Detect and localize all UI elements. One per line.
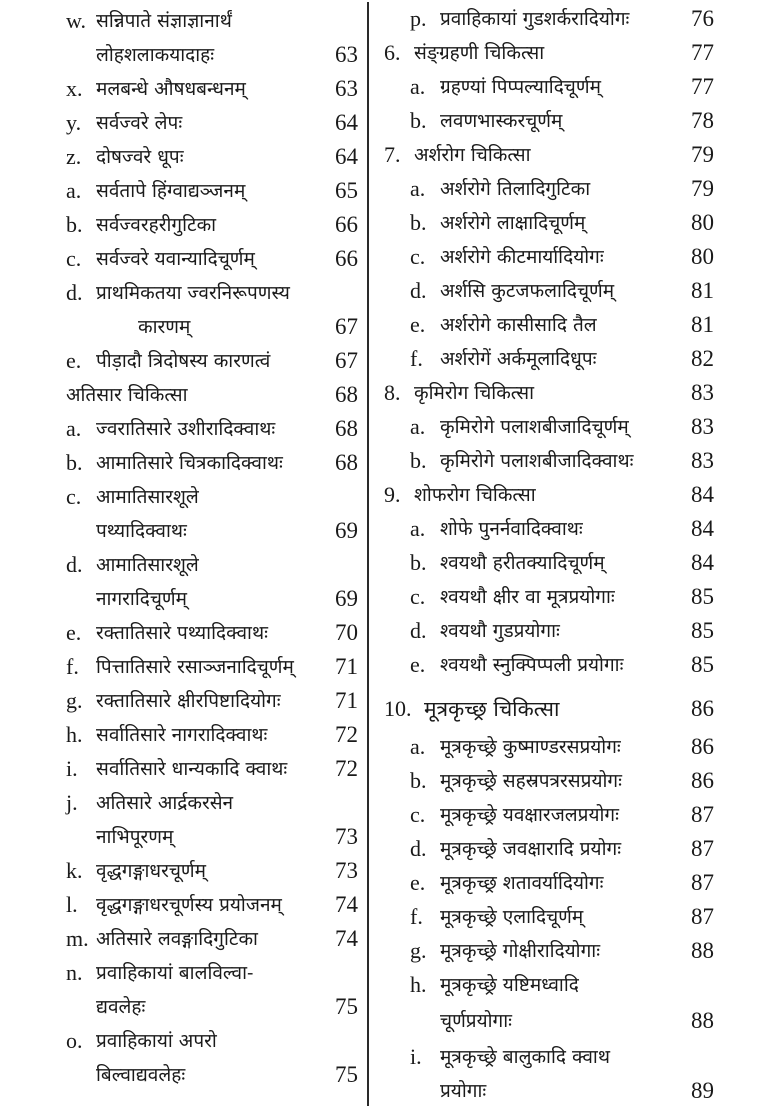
toc-entry [66,378,358,412]
page-number: 86 [691,734,714,759]
toc-entry [66,310,358,344]
entry-marker: h. [410,972,427,997]
entry-marker: e. [410,870,426,895]
entry-title: अर्शरोगे तिलादिगुटिका [440,178,591,200]
page-number: 88 [691,938,714,963]
entry-title: अतिसारे लवङ्गादिगुटिका [96,928,258,950]
page-number: 74 [335,926,358,951]
entry-title: अर्शरोगे लाक्षादिचूर्णम् [440,212,586,234]
entry-title: मूत्रकृच्छ्रे यष्टिमध्वादि [440,974,579,996]
page-number: 87 [691,836,714,861]
entry-title: चूर्णप्रयोगाः [440,1010,513,1032]
entry-marker: j. [66,790,78,815]
entry-title: अर्शसि कुटजफलादिचूर्णम् [440,280,615,302]
toc-entry [410,798,714,832]
entry-title: प्रवाहिकायां बालविल्वा- [96,962,254,984]
page-number: 71 [335,688,358,713]
toc-entry [66,1024,358,1058]
entry-marker: c. [410,584,426,609]
entry-title: पथ्यादिक्वाथः [96,520,187,542]
page-number: 83 [691,414,714,439]
toc-entry [66,888,358,922]
page-number: 69 [335,586,358,611]
entry-title: नाभिपूरणम् [96,826,174,848]
toc-entry [410,866,714,900]
toc-entry [66,72,358,106]
toc-entry [66,514,358,548]
page-number: 70 [335,620,358,645]
toc-entry [384,478,714,512]
entry-marker: 10. [384,696,412,721]
entry-marker: n. [66,960,83,985]
toc-entry [410,1074,714,1108]
page-number: 81 [691,278,714,303]
entry-marker: b. [410,550,427,575]
toc-entry [66,106,358,140]
toc-entry [410,410,714,444]
entry-marker: d. [410,836,427,861]
page-number: 79 [691,176,714,201]
entry-marker: g. [410,938,427,963]
entry-title: संङ्ग्रहणी चिकित्सा [414,42,545,64]
entry-title: अतिसारे आर्द्रकरसेन [96,792,234,814]
entry-title: शोफरोग चिकित्सा [414,484,536,506]
toc-entry [66,820,358,854]
entry-title: पित्तातिसारे रसाञ्जनादिचूर्णम् [96,656,294,678]
toc-entry [384,692,714,726]
entry-marker: b. [410,210,427,235]
entry-marker: b. [410,768,427,793]
entry-title: मूत्रकृच्छ्रे गोक्षीरादियोगाः [440,940,601,962]
entry-title: नागरादिचूर्णम् [96,588,188,610]
page-number: 78 [691,108,714,133]
page-number: 84 [691,482,714,507]
toc-entry [66,412,358,446]
column-divider [367,2,369,1106]
toc-entry [410,342,714,376]
entry-marker: h. [66,722,83,747]
entry-title: मूत्रकृच्छ्रे कुष्माण्डरसप्रयोगः [440,736,621,758]
entry-title: वृद्धगङ्गाधरचूर्णम् [96,860,207,882]
entry-title: मूत्रकृच्छ्रे यवक्षारजलप्रयोगः [440,804,619,826]
toc-entry [410,1004,714,1038]
entry-title: दोषज्वरे धूपः [96,146,184,168]
page-number: 85 [691,618,714,643]
entry-title: मूत्रकृच्छ्र शतावर्यादियोगः [440,872,604,894]
toc-entry [410,832,714,866]
toc-entry [410,968,714,1002]
page-number: 85 [691,584,714,609]
entry-marker: z. [66,144,82,169]
entry-title: मूत्रकृच्छ्रे जवक्षारादि प्रयोगः [440,838,622,860]
toc-entry [410,934,714,968]
toc-entry [66,4,358,38]
toc-entry [410,70,714,104]
toc-entry [410,648,714,682]
entry-title: अर्शरोगें अर्कमूलादिधूपः [440,348,597,370]
toc-entry [410,240,714,274]
page-number: 73 [335,858,358,883]
entry-marker: c. [410,802,426,827]
toc-entry [66,38,358,72]
page-number: 77 [691,74,714,99]
toc-entry [410,206,714,240]
entry-marker: e. [410,312,426,337]
entry-title: द्यवलेहः [96,996,146,1018]
toc-entry [66,344,358,378]
toc-entry [410,614,714,648]
entry-marker: l. [66,892,78,917]
entry-title: श्वयथौ हरीतक्यादिचूर्णम् [440,552,605,574]
page-number: 72 [335,722,358,747]
entry-title: मूत्रकृच्छ्रे बालुकादि क्वाथ [440,1046,610,1068]
entry-title: प्रयोगाः [440,1080,487,1102]
entry-title: अर्शरोगे कीटमार्यादियोगः [440,246,604,268]
entry-marker: d. [66,280,83,305]
page-number: 84 [691,550,714,575]
entry-title: सर्वतापे हिंग्वाद्यञ्जनम् [96,180,246,202]
entry-marker: b. [410,108,427,133]
page-number: 67 [335,314,358,339]
page-number: 71 [335,654,358,679]
entry-marker: f. [410,346,423,371]
entry-marker: c. [66,246,82,271]
toc-entry [410,274,714,308]
entry-title: अतिसार चिकित्सा [66,384,188,406]
entry-title: आमातिसारे चित्रकादिक्वाथः [96,452,283,474]
page-number: 77 [691,40,714,65]
entry-title: मूत्रकृच्छ्रे सहस्रपत्ररसप्रयोगः [440,770,622,792]
page-number: 67 [335,348,358,373]
entry-title: रक्तातिसारे क्षीरपिष्टादियोगः [96,690,281,712]
toc-entry [66,956,358,990]
entry-marker: f. [410,904,423,929]
entry-marker: f. [66,654,79,679]
page-number: 75 [335,994,358,1019]
page-number: 82 [691,346,714,371]
entry-marker: b. [66,450,83,475]
entry-marker: c. [66,484,82,509]
toc-entry [410,444,714,478]
entry-title: सर्वातिसारे धान्यकादि क्वाथः [96,758,288,780]
entry-title: श्वयथौ स्नुक्पिप्पली प्रयोगाः [440,654,624,676]
entry-title: सर्वज्वरे लेपः [96,112,183,134]
page-number: 76 [691,6,714,31]
entry-marker: a. [66,178,82,203]
entry-title: मूत्रकृच्छ्रे एलादिचूर्णम् [440,906,584,928]
page-number: 63 [335,42,358,67]
page-number: 86 [691,696,714,721]
entry-marker: m. [66,926,89,951]
toc-entry [384,138,714,172]
toc-entry [66,616,358,650]
entry-title: रक्तातिसारे पथ्यादिक्वाथः [96,622,268,644]
entry-marker: b. [410,448,427,473]
toc-entry [66,174,358,208]
toc-entry [410,308,714,342]
page-number: 84 [691,516,714,541]
entry-title: श्वयथौ क्षीर वा मूत्रप्रयोगाः [440,586,615,608]
page-number: 88 [691,1008,714,1033]
entry-title: लोहशलाकयादाहः [96,44,215,66]
toc-entry [384,36,714,70]
toc-entry [66,786,358,820]
entry-title: वृद्धगङ्गाधरचूर्णस्य प्रयोजनम् [96,894,282,916]
entry-title: ज्वरातिसारे उशीरादिक्वाथः [96,418,276,440]
toc-entry [66,480,358,514]
toc-entry [66,582,358,616]
entry-title: अर्शरोगे कासीसादि तैल [440,314,597,336]
entry-title: कृमिरोगे पलाशबीजादिक्वाथः [440,450,634,472]
entry-marker: a. [66,416,82,441]
toc-entry [66,446,358,480]
entry-marker: 9. [384,482,401,507]
entry-marker: b. [66,212,83,237]
entry-title: सन्निपाते संज्ञाज्ञानार्थं [96,10,232,32]
page-number: 69 [335,518,358,543]
page-number: 66 [335,246,358,271]
entry-marker: d. [66,552,83,577]
entry-marker: a. [410,176,426,201]
page-number: 68 [335,450,358,475]
entry-marker: e. [410,652,426,677]
entry-title: आमातिसारशूले [96,554,199,576]
entry-title: ग्रहण्यां पिप्पल्यादिचूर्णम् [440,76,601,98]
entry-marker: o. [66,1028,83,1053]
toc-entry [66,242,358,276]
entry-title: शोफे पुनर्नवादिक्वाथः [440,518,583,540]
page-number: 87 [691,904,714,929]
entry-marker: x. [66,76,83,101]
entry-title: आमातिसारशूले [96,486,199,508]
page-number: 66 [335,212,358,237]
entry-title: पीड़ादौ त्रिदोषस्य कारणत्वं [96,350,271,372]
toc-entry [66,1058,358,1092]
toc-entry [410,512,714,546]
entry-marker: a. [410,516,426,541]
entry-marker: k. [66,858,83,883]
entry-title: बिल्वाद्यवलेहः [96,1064,186,1086]
entry-marker: p. [410,6,427,31]
page-number: 83 [691,448,714,473]
entry-title: लवणभास्करचूर्णम् [440,110,563,132]
entry-marker: y. [66,110,82,135]
page-number: 68 [335,382,358,407]
entry-marker: a. [410,414,426,439]
page-number: 86 [691,768,714,793]
entry-title: सर्वज्वरहरीगुटिका [96,214,217,236]
entry-marker: d. [410,278,427,303]
entry-marker: c. [410,244,426,269]
entry-title: मूत्रकृच्छ्र चिकित्सा [424,697,560,721]
toc-entry [410,172,714,206]
entry-title: श्वयथौ गुडप्रयोगाः [440,620,560,642]
entry-marker: 6. [384,40,401,65]
toc-entry [410,580,714,614]
toc-entry [410,730,714,764]
toc-entry [66,854,358,888]
toc-entry [66,922,358,956]
entry-marker: e. [66,348,82,373]
entry-marker: w. [66,8,86,33]
page-number: 80 [691,244,714,269]
entry-marker: i. [66,756,78,781]
entry-title: सर्वातिसारे नागरादिक्वाथः [96,724,268,746]
toc-entry [410,900,714,934]
entry-title: कृमिरोगे पलाशबीजादिचूर्णम् [440,416,629,438]
entry-title: अर्शरोग चिकित्सा [414,144,531,166]
toc-entry [410,104,714,138]
toc-entry [66,140,358,174]
toc-entry [66,548,358,582]
page-number: 89 [691,1078,714,1103]
toc-entry [66,208,358,242]
page-number: 75 [335,1062,358,1087]
entry-marker: a. [410,74,426,99]
page-number: 73 [335,824,358,849]
entry-marker: i. [410,1044,422,1069]
page-number: 74 [335,892,358,917]
page-number: 68 [335,416,358,441]
entry-title: कारणम् [138,316,191,338]
page-number: 65 [335,178,358,203]
toc-entry [384,376,714,410]
page-number: 79 [691,142,714,167]
toc-entry [66,650,358,684]
entry-title: कृमिरोग चिकित्सा [414,382,535,404]
page-number: 64 [335,110,358,135]
page-number: 83 [691,380,714,405]
page-number: 87 [691,870,714,895]
entry-marker: 7. [384,142,401,167]
toc-entry [410,2,714,36]
entry-title: सर्वज्वरे यवान्यादिचूर्णम् [96,248,255,270]
toc-entry [66,718,358,752]
entry-marker: d. [410,618,427,643]
entry-title: प्रवाहिकायां गुडशर्करादियोगः [440,8,630,30]
toc-entry [410,764,714,798]
entry-title: प्रवाहिकायां अपरो [96,1030,217,1052]
toc-entry [410,1040,714,1074]
entry-marker: a. [410,734,426,759]
entry-title: प्राथमिकतया ज्वरनिरूपणस्य [96,282,290,304]
entry-marker: 8. [384,380,401,405]
page-number: 87 [691,802,714,827]
entry-marker: e. [66,620,82,645]
page-number: 81 [691,312,714,337]
entry-marker: g. [66,688,83,713]
page-number: 72 [335,756,358,781]
page-number: 63 [335,76,358,101]
page-number: 85 [691,652,714,677]
toc-entry [410,546,714,580]
page-number: 80 [691,210,714,235]
toc-entry [66,684,358,718]
toc-entry [66,752,358,786]
page-number: 64 [335,144,358,169]
toc-entry [66,990,358,1024]
entry-title: मलबन्धे औषधबन्धनम् [96,78,246,100]
toc-entry [66,276,358,310]
